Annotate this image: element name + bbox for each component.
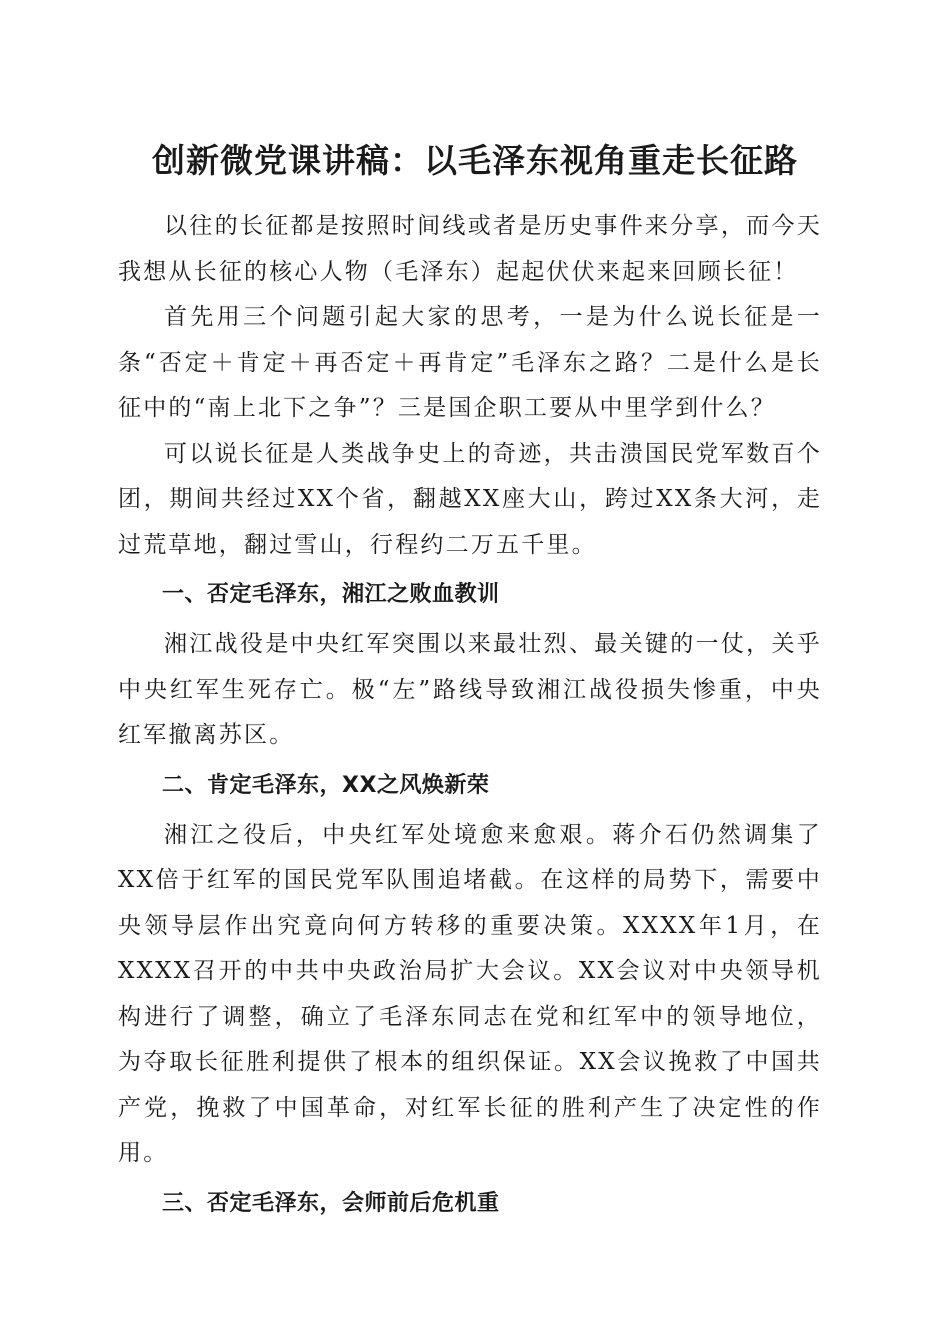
section-heading-1: 一、否定毛泽东，湘江之败血教训	[162, 582, 500, 607]
intro-paragraph-2: 首先用三个问题引起大家的思考，一是为什么说长征是一条“否定＋肯定＋再否定＋再肯定”毛泽东之路？二是什么是长征中的“南上北下之争”？三是国企职工要从中里学到什么？	[118, 304, 822, 421]
intro-paragraph-1: 以往的长征都是按照时间线或者是历史事件来分享，而今天我想从长征的核心人物（毛泽东）起起伏伏来起来回顾长征！	[118, 213, 822, 285]
section-heading-2: 二、肯定毛泽东，XX之风焕新荣	[162, 772, 490, 798]
section-heading-3: 三、否定毛泽东，会师前后危机重	[162, 1190, 500, 1216]
section-paragraph-2: 湘江之役后，中央红军处境愈来愈艰。蒋介石仍然调集了XX倍于红军的国民党军队围追堵截。在这样的局势下，需要中央领导层作出究竟向何方转移的重要决策。XXXX年1月，在XXXX召开的中共中央政治局扩大会议。XX会议对中央领导机构进行了调整，确立了毛泽东同志在党和红军中的领导地位，为夺取长征胜利提供了根本的组织保证。XX会议挽救了中国共产党，挽救了中国革命，对红军长征的胜利产生了决定性的作用。	[118, 821, 822, 1166]
intro-paragraph-3: 可以说长征是人类战争史上的奇迹，共击溃国民党军数百个团，期间共经过XX个省，翻越XX座大山，跨过XX条大河，走过荒草地，翻过雪山，行程约二万五千里。	[118, 440, 822, 558]
section-paragraph-1: 湘江战役是中央红军突围以来最壮烈、最关键的一仗，关乎中央红军生死存亡。极“左”路线导致湘江战役损失惨重，中央红军撤离苏区。	[118, 631, 822, 748]
document-content	[118, 204, 822, 1231]
document-title: 创新微党课讲稿：以毛泽东视角重走长征路	[152, 141, 798, 180]
